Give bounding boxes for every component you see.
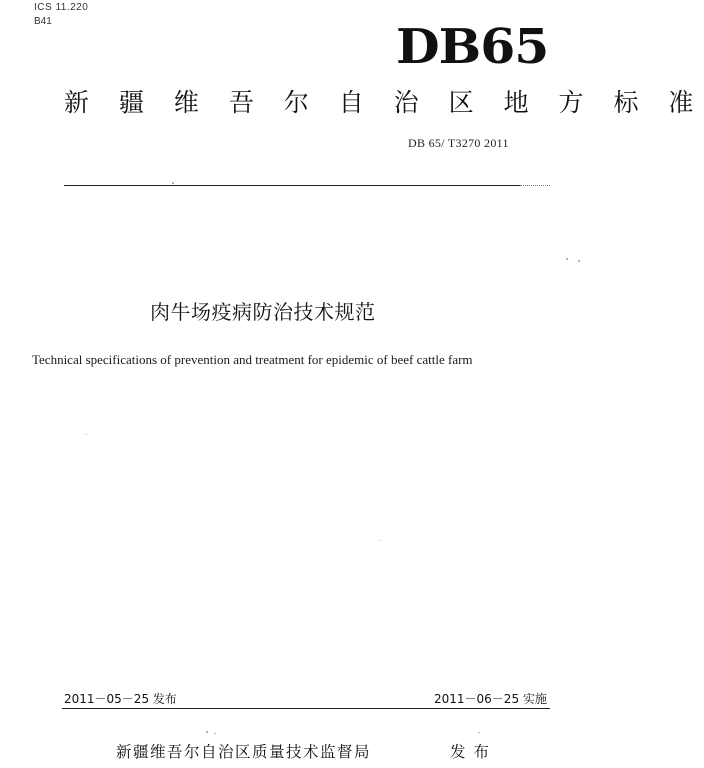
issue-date: 2011－05－25 发布 — [64, 692, 177, 706]
issuing-authority: 新疆维吾尔自治区质量技术监督局 — [116, 743, 372, 761]
scan-speck — [380, 540, 381, 541]
scan-speck — [86, 434, 87, 435]
scan-speck — [566, 258, 568, 260]
document-title-english: Technical specifications of prevention and treatment for epidemic of beef cattle farm — [32, 352, 473, 367]
classification-code: B41 — [34, 16, 52, 27]
implementation-date: 2011－06－25 实施 — [434, 692, 547, 706]
top-divider-tail — [520, 185, 550, 186]
scan-speck — [172, 182, 174, 184]
ics-code: ICS 11.220 — [34, 2, 89, 13]
publish-label: 发布 — [450, 743, 498, 761]
scan-speck — [578, 260, 580, 262]
db65-logo: DB65 — [396, 19, 549, 75]
scan-speck — [478, 732, 480, 733]
standard-number: DB 65/ T3270 2011 — [408, 136, 509, 150]
document-title-chinese: 肉牛场疫病防治技术规范 — [150, 300, 376, 324]
bottom-divider — [62, 708, 550, 709]
standard-type-title: 新 疆 维 吾 尔 自 治 区 地 方 标 准 — [64, 88, 704, 117]
scan-speck — [214, 733, 216, 734]
scan-speck — [206, 731, 208, 733]
top-divider — [64, 185, 520, 186]
